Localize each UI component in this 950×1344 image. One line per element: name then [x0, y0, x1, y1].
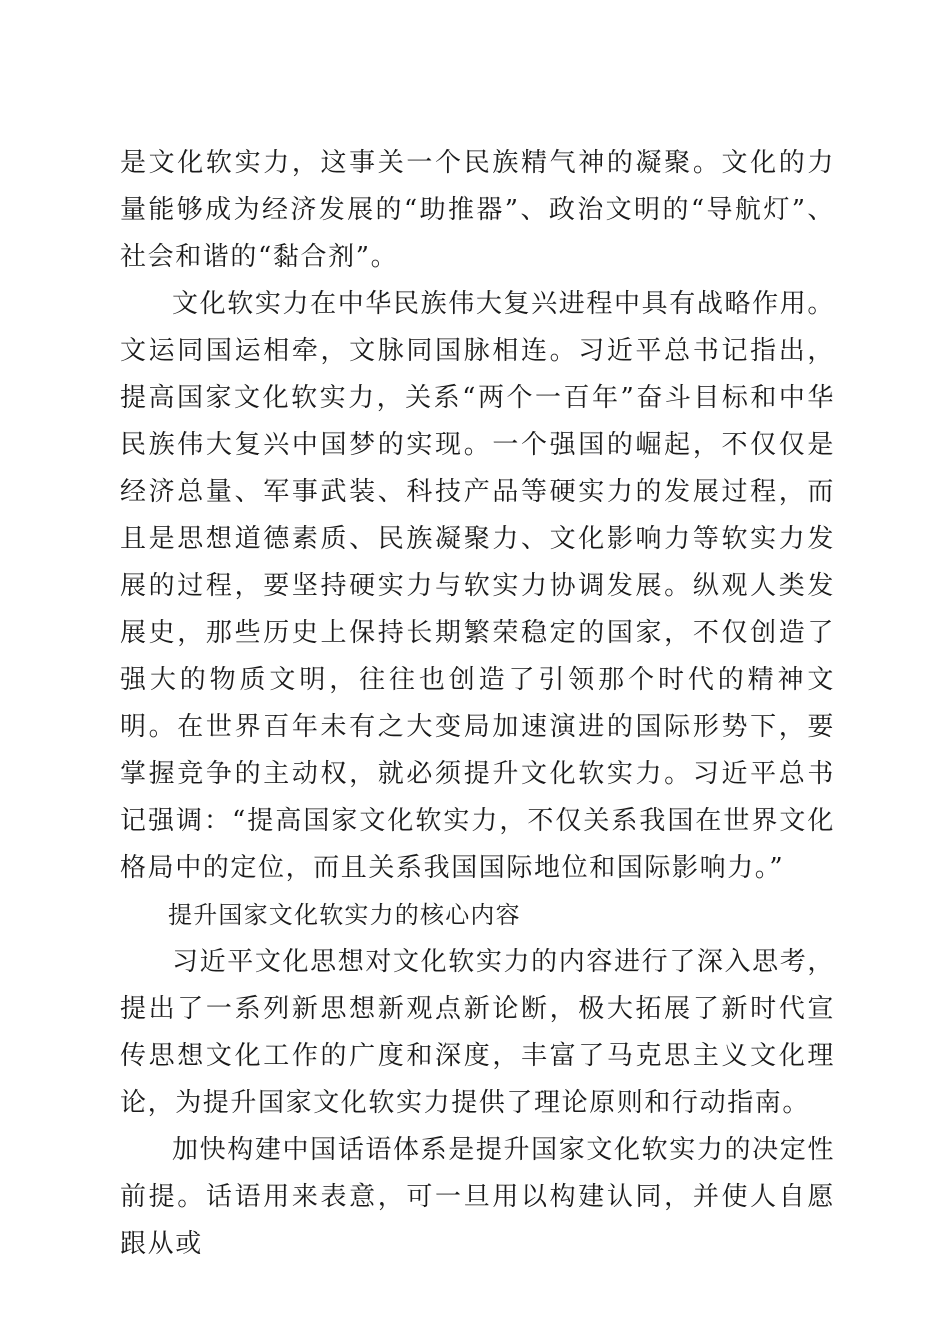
paragraph-core-content: 习近平文化思想对文化软实力的内容进行了深入思考，提出了一系列新思想新观点新论断，极大拓展了新时代宣传思想文化工作的广度和深度，丰富了马克思主义文化理论，为提升国家文化软实力提供了理论原则和行动指南。	[120, 947, 835, 1118]
paragraph-continuation: 是文化软实力，这事关一个民族精气神的凝聚。文化的力量能够成为经济发展的“助推器”、政治文明的“导航灯”、社会和谐的“黏合剂”。	[120, 148, 835, 272]
paragraph-strategic-role: 文化软实力在中华民族伟大复兴进程中具有战略作用。文运同国运相牵，文脉同国脉相连。习近平总书记指出，提高国家文化软实力，关系“两个一百年”奋斗目标和中华民族伟大复兴中国梦的实现。一个强国的崛起，不仅仅是经济总量、军事武装、科技产品等硬实力的发展过程，而且是思想道德素质、民族凝聚力、文化影响力等软实力发展的过程，要坚持硬实力与软实力协调发展。纵观人类发展史，那些历史上保持长期繁荣稳定的国家，不仅创造了强大的物质文明，往往也创造了引领那个时代的精神文明。在世界百年未有之大变局加速演进的国际形势下，要掌握竞争的主动权，就必须提升文化软实力。习近平总书记强调：“提高国家文化软实力，不仅关系我国在世界文化格局中的定位，而且关系我国国际地位和国际影响力。”	[120, 289, 835, 883]
paragraph-discourse-system: 加快构建中国话语体系是提升国家文化软实力的决定性前提。话语用来表意，可一旦用以构建认同，并使人自愿跟从或	[120, 1135, 835, 1259]
document-body	[120, 140, 835, 1268]
section-heading: 提升国家文化软实力的核心内容	[168, 901, 521, 929]
